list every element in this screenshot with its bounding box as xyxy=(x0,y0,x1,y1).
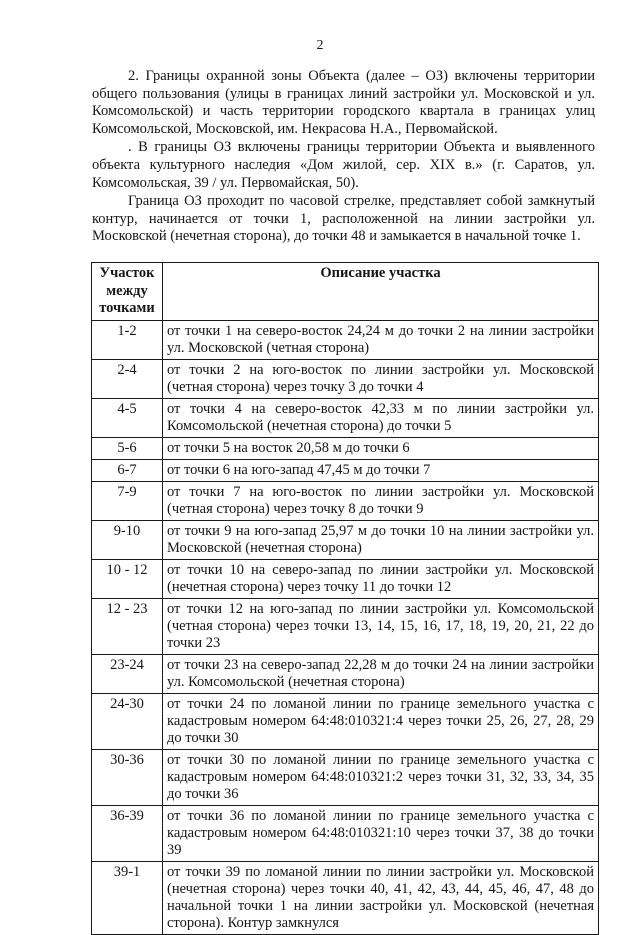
segment-cell: 39-1 xyxy=(92,861,163,934)
description-cell: от точки 4 на северо-восток 42,33 м по линии застройки ул. Комсомольской (нечетная сторона) до точки 5 xyxy=(163,398,599,437)
table-row xyxy=(92,437,599,459)
table-row xyxy=(92,459,599,481)
description-cell: от точки 5 на восток 20,58 м до точки 6 xyxy=(163,437,599,459)
header-description: Описание участка xyxy=(163,263,599,321)
description-cell: от точки 2 на юго-восток по линии застройки ул. Московской (четная сторона) через точку 3 до точки 4 xyxy=(163,359,599,398)
description-cell: от точки 30 по ломаной линии по границе земельного участка с кадастровым номером 64:48:010321:2 через точки 31, 32, 33, 34, 35 до точки 36 xyxy=(163,749,599,805)
description-cell: от точки 10 на северо-запад по линии застройки ул. Московской (нечетная сторона) через точку 11 до точки 12 xyxy=(163,559,599,598)
segment-cell: 9-10 xyxy=(92,520,163,559)
page-number: 2 xyxy=(316,38,324,53)
document-body xyxy=(92,68,595,247)
description-cell: от точки 7 на юго-восток по линии застройки ул. Московской (четная сторона) через точку 8 до точки 9 xyxy=(163,481,599,520)
description-cell: от точки 6 на юго-запад 47,45 м до точки 7 xyxy=(163,459,599,481)
table-row xyxy=(92,693,599,749)
segment-cell: 1-2 xyxy=(92,320,163,359)
table-row xyxy=(92,654,599,693)
table-row xyxy=(92,520,599,559)
table-row xyxy=(92,805,599,861)
segment-cell: 36-39 xyxy=(92,805,163,861)
segment-cell: 5-6 xyxy=(92,437,163,459)
table-row xyxy=(92,481,599,520)
description-cell: от точки 36 по ломаной линии по границе земельного участка с кадастровым номером 64:48:010321:10 через точки 37, 38 до точки 39 xyxy=(163,805,599,861)
table-header-row xyxy=(92,263,599,321)
segment-cell: 7-9 xyxy=(92,481,163,520)
table-row xyxy=(92,320,599,359)
paragraph-boundary-route: Граница ОЗ проходит по часовой стрелке, представляет собой замкнутый контур, начинается от точки 1, расположенной на линии застройки ул. Московской (нечетная сторона), до точки 48 и замыкается в начальной точке 1. xyxy=(92,193,595,245)
description-cell: от точки 39 по ломаной линии по линии застройки ул. Московской (нечетная сторона) через точки 40, 41, 42, 43, 44, 45, 46, 47, 48 до начальной точки 1 на линии застройки ул. Московской (нечетная сторона). Контур замкнулся xyxy=(163,861,599,934)
segment-cell: 23-24 xyxy=(92,654,163,693)
table-row xyxy=(92,598,599,654)
segment-cell: 4-5 xyxy=(92,398,163,437)
description-cell: от точки 9 на юго-запад 25,97 м до точки 10 на линии застройки ул. Московской (нечетная сторона) xyxy=(163,520,599,559)
segment-cell: 30-36 xyxy=(92,749,163,805)
table-row xyxy=(92,559,599,598)
table-row xyxy=(92,749,599,805)
description-cell: от точки 12 на юго-запад по линии застройки ул. Комсомольской (четная сторона) через точки 13, 14, 15, 16, 17, 18, 19, 20, 21, 22 до точки 23 xyxy=(163,598,599,654)
description-cell: от точки 23 на северо-запад 22,28 м до точки 24 на линии застройки ул. Комсомольской (нечетная сторона) xyxy=(163,654,599,693)
segment-cell: 10 - 12 xyxy=(92,559,163,598)
header-segment: Участок между точками xyxy=(92,263,163,321)
description-cell: от точки 1 на северо-восток 24,24 м до точки 2 на линии застройки ул. Московской (четная сторона) xyxy=(163,320,599,359)
segment-cell: 2-4 xyxy=(92,359,163,398)
segment-cell: 12 - 23 xyxy=(92,598,163,654)
segment-cell: 6-7 xyxy=(92,459,163,481)
paragraph-included-territory: . В границы ОЗ включены границы территории Объекта и выявленного объекта культурного наследия «Дом жилой, сер. XIX в.» (г. Саратов, ул. Комсомольская, 39 / ул. Первомайская, 50). xyxy=(92,139,595,191)
description-cell: от точки 24 по ломаной линии по границе земельного участка с кадастровым номером 64:48:010321:4 через точки 25, 26, 27, 28, 29 до точки 30 xyxy=(163,693,599,749)
segment-cell: 24-30 xyxy=(92,693,163,749)
boundary-sections-table xyxy=(91,262,599,935)
table-row xyxy=(92,861,599,934)
paragraph-boundaries: 2. Границы охранной зоны Объекта (далее – ОЗ) включены территории общего пользования (улицы в границах линий застройки ул. Московской и ул. Комсомольской) и часть территории городского квартала в границах улиц Комсомольской, Московской, им. Некрасова Н.А., Первомайской. xyxy=(92,68,595,137)
table-row xyxy=(92,398,599,437)
table-row xyxy=(92,359,599,398)
